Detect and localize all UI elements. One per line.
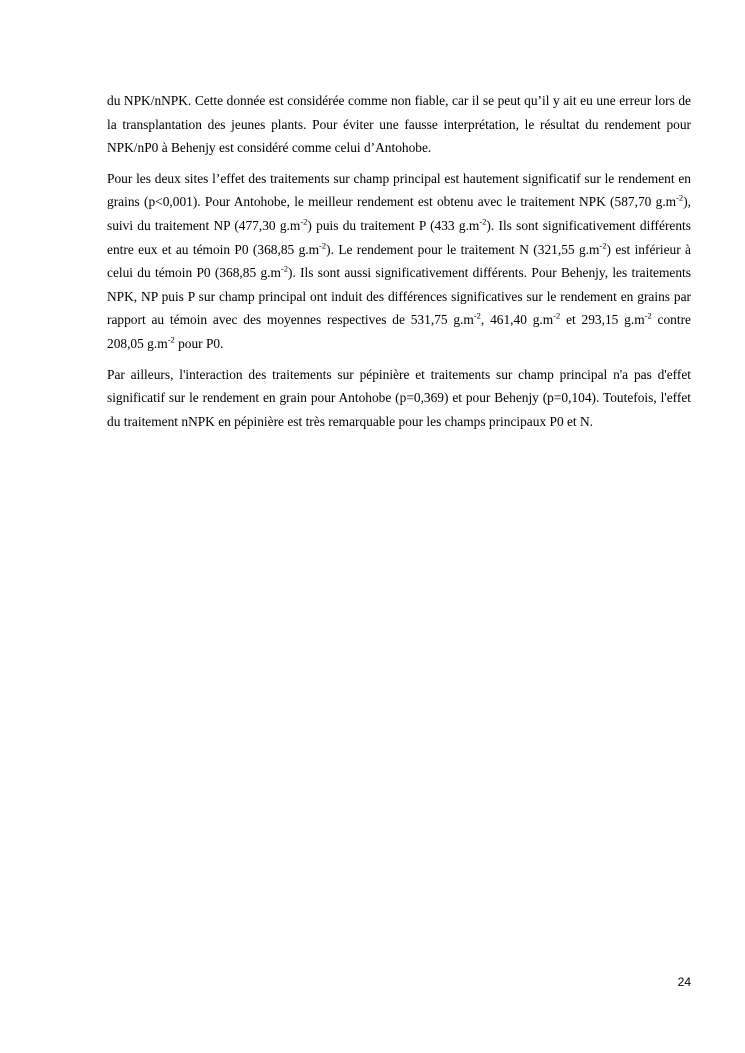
text-run: Pour les deux sites l’effet des traitements sur champ principal est hautement significatif sur le rendement en grains (p<0,001). Pour Antohobe, le meilleur rendement est obtenu avec le traitement NPK (587,70 g.m <box>107 170 691 210</box>
superscript-exponent: -2 <box>676 192 684 203</box>
body-paragraph <box>107 363 691 434</box>
text-run: contre 208,05 g.m <box>107 312 691 351</box>
superscript-exponent: -2 <box>319 240 327 251</box>
text-run: , 461,40 g.m <box>480 312 554 328</box>
text-run: ) est inférieur à celui du témoin P0 (368,85 g.m <box>107 241 691 281</box>
text-run: ). Ils sont significativement différents entre eux et au témoin P0 (368,85 g.m <box>107 217 691 257</box>
page-number: 24 <box>677 975 691 989</box>
superscript-exponent: -2 <box>553 310 561 321</box>
text-run: Par ailleurs, l'interaction des traitements sur pépinière et traitements sur champ principal n'a pas d'effet significatif sur le rendement en grain pour Antohobe (p=0,369) et pour Behenjy (p=0,104). Toutefois, l'effet du traitement nNPK en pépinière est très remarquable pour les champs principaux P0 et N. <box>107 366 691 429</box>
page-body <box>107 89 691 440</box>
text-run: ) puis du traitement P (433 g.m <box>307 217 480 233</box>
text-run: ). Le rendement pour le traitement N (321,55 g.m <box>326 241 600 257</box>
text-run: et 293,15 g.m <box>560 312 645 328</box>
text-run: pour P0. <box>174 335 224 351</box>
text-run: ), suivi du traitement NP (477,30 g.m <box>107 194 691 233</box>
superscript-exponent: -2 <box>599 240 607 251</box>
superscript-exponent: -2 <box>479 216 487 227</box>
text-run: du NPK/nNPK. Cette donnée est considérée comme non fiable, car il se peut qu’il y ait eu une erreur lors de la transplantation des jeunes plants. Pour éviter une fausse interprétation, le résultat du rendement pour NPK/nP0 à Behenjy est considéré comme celui d’Antohobe. <box>107 93 691 156</box>
superscript-exponent: -2 <box>644 310 652 321</box>
superscript-exponent: -2 <box>280 263 288 274</box>
body-paragraph <box>107 89 691 160</box>
superscript-exponent: -2 <box>300 216 308 227</box>
text-run: ). Ils sont aussi significativement différents. Pour Behenjy, les traitements NPK, NP puis P sur champ principal ont induit des différences significatives sur le rendement en grains par rapport au témoin avec des moyennes respectives de 531,75 g.m <box>107 265 691 328</box>
body-paragraph <box>107 167 691 356</box>
superscript-exponent: -2 <box>473 310 481 321</box>
superscript-exponent: -2 <box>167 334 175 345</box>
